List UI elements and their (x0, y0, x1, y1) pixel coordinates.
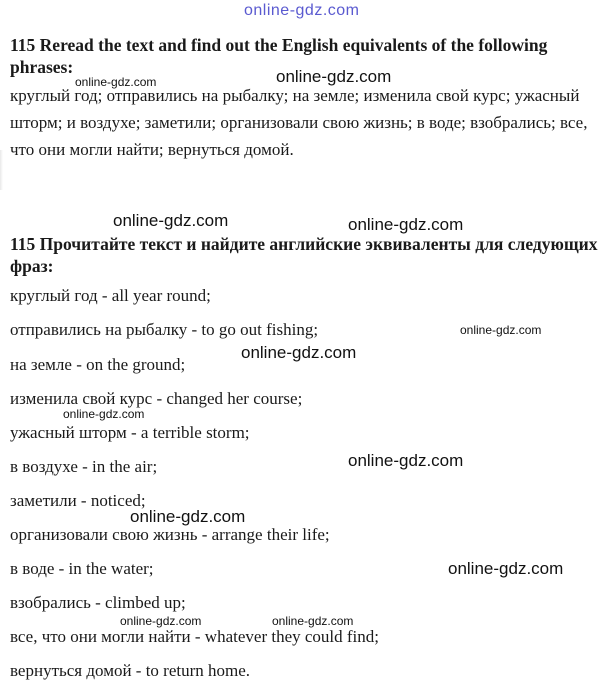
answer-line: все, что они могли найти - whatever they could find; (10, 627, 379, 646)
answer-line: взобрались - climbed up; (10, 593, 186, 612)
exercise-ru (10, 233, 600, 277)
answer-line: на земле - on the ground; (10, 355, 186, 374)
exercise-ru-heading: 115 Прочитайте текст и найдите английские эквиваленты для следующих фраз: (10, 234, 598, 276)
answer-line: организовали свою жизнь - arrange their life; (10, 525, 330, 544)
answer-line: ужасный шторм - a terrible storm; (10, 423, 250, 442)
watermark: online-gdz.com (241, 343, 357, 362)
answer-line: изменила свой курс - changed her course; (10, 389, 303, 408)
watermark: online-gdz.com (276, 67, 392, 86)
watermark: online-gdz.com (448, 559, 564, 578)
answer-line: вернуться домой - to return home. (10, 661, 251, 680)
answer-line: заметили - noticed; (10, 491, 146, 510)
scan-edge-shadow (0, 150, 3, 190)
watermark: online-gdz.com (63, 407, 145, 421)
watermark: online-gdz.com (272, 614, 354, 628)
answer-line: в воде - in the water; (10, 559, 154, 578)
watermark: online-gdz.com (348, 215, 464, 234)
answer-line: в воздухе - in the air; (10, 457, 158, 476)
answer-line: круглый год - all year round; (10, 286, 211, 305)
answer-line: отправились на рыбалку - to go out fishing; (10, 320, 319, 339)
watermark: online-gdz.com (113, 211, 229, 230)
exercise-en (10, 34, 600, 163)
exercise-en-heading: 115 Reread the text and find out the English equivalents of the following phrases: (10, 35, 548, 77)
watermark: online-gdz.com (460, 323, 542, 337)
watermark: online-gdz.com (120, 614, 202, 628)
watermark: online-gdz.com (130, 507, 246, 526)
watermark: online-gdz.com (75, 75, 157, 89)
watermark: online-gdz.com (348, 451, 464, 470)
watermark-top: online-gdz.com (244, 2, 360, 19)
exercise-en-phrases: круглый год; отправились на рыбалку; на земле; изменила свой курс; ужасный шторм; и воздухе; заметили; организовали свою жизнь; в воде; взобрались; все, что они могли найти; вернуться домой. (10, 86, 588, 159)
